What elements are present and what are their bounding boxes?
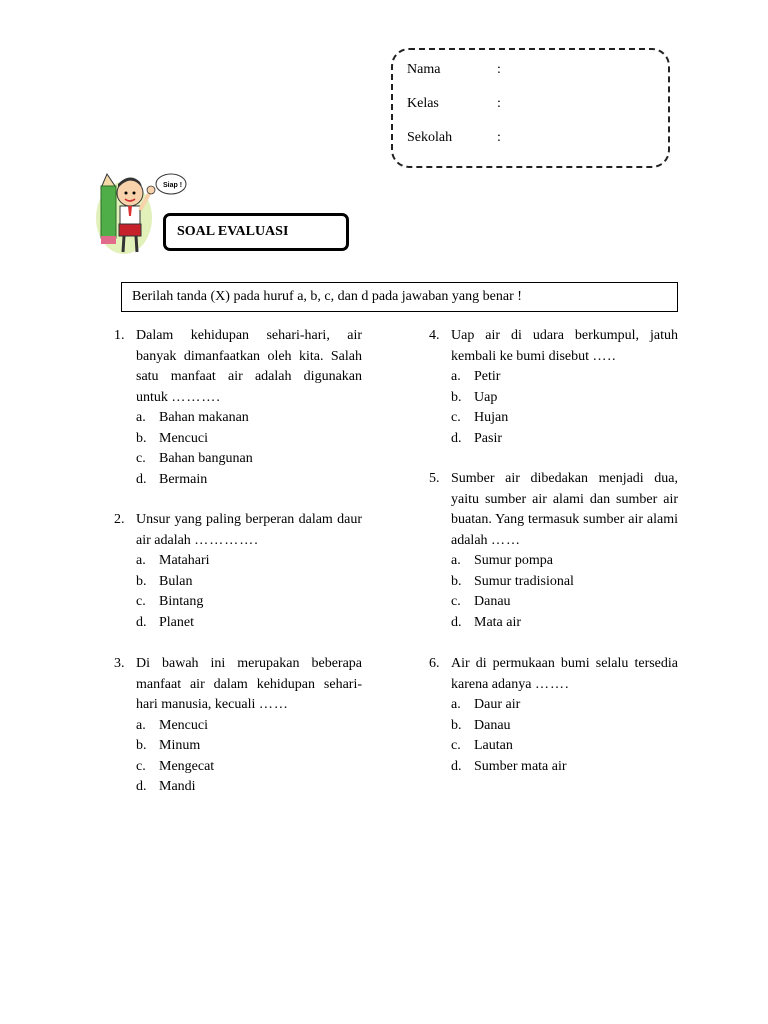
option-text: Sumber mata air <box>474 758 567 774</box>
option-text: Uap <box>474 389 498 405</box>
option-a[interactable] <box>136 716 362 737</box>
question-text: Sumber air dibedakan menjadi dua, yaitu sumber air alami dan sumber air buatan. Yang termasuk sumber air alami adalah <box>451 471 678 548</box>
answer-blank: …………. <box>194 532 259 548</box>
option-text: Bahan makanan <box>159 410 249 425</box>
answer-blank: …… <box>491 532 522 548</box>
option-c[interactable] <box>136 449 362 470</box>
instruction-box: Berilah tanda (X) pada huruf a, b, c, dan d pada jawaban yang benar ! <box>121 282 678 312</box>
option-letter: c. <box>136 451 146 466</box>
option-a[interactable] <box>451 695 678 716</box>
option-b[interactable] <box>451 716 678 737</box>
question-text: Uap air di udara berkumpul, jatuh kembali ke bumi disebut <box>451 328 678 364</box>
option-text: Mata air <box>474 614 522 630</box>
question-text: Air di permukaan bumi selalu tersedia karena adanya <box>451 656 678 692</box>
option-d[interactable] <box>451 757 678 778</box>
option-b[interactable] <box>451 572 678 593</box>
name-label: Nama <box>407 62 441 77</box>
question-number: 4. <box>429 328 440 343</box>
option-a[interactable] <box>451 551 678 572</box>
option-text: Danau <box>474 717 511 733</box>
option-text: Bahan bangunan <box>159 451 253 466</box>
answer-blank: ………. <box>171 389 221 405</box>
option-text: Bermain <box>159 471 208 487</box>
question-1 <box>114 326 362 490</box>
question-number: 2. <box>114 512 125 527</box>
question-stem <box>451 654 678 695</box>
question-5 <box>429 469 678 633</box>
question-number: 1. <box>114 328 125 343</box>
option-letter: a. <box>451 697 461 712</box>
question-3 <box>114 654 362 798</box>
option-text: Daur air <box>474 697 521 712</box>
question-number: 3. <box>114 656 125 671</box>
option-text: Hujan <box>474 410 509 425</box>
question-6 <box>429 654 678 777</box>
option-text: Mencuci <box>159 717 208 733</box>
option-letter: c. <box>451 410 461 425</box>
mascot-speech-text: Siap ! <box>163 182 183 189</box>
option-c[interactable] <box>451 736 678 757</box>
question-stem <box>451 326 678 367</box>
option-letter: b. <box>451 717 462 733</box>
option-letter: a. <box>136 717 146 733</box>
question-4 <box>429 326 678 449</box>
option-text: Danau <box>474 594 511 609</box>
option-text: Sumur tradisional <box>474 573 574 589</box>
answer-blank: …… <box>258 697 289 712</box>
option-letter: c. <box>451 738 461 753</box>
option-letter: d. <box>451 614 462 630</box>
option-text: Mandi <box>159 779 196 794</box>
option-letter: b. <box>136 573 147 589</box>
question-stem <box>136 654 362 716</box>
question-text: Dalam kehidupan sehari-hari, air banyak dimanfaatkan oleh kita. Salah satu manfaat air adalah digunakan untuk <box>136 328 362 405</box>
option-letter: d. <box>136 471 147 487</box>
option-letter: c. <box>136 758 146 774</box>
option-b[interactable] <box>136 429 362 450</box>
option-letter: a. <box>136 553 146 568</box>
question-number: 5. <box>429 471 440 486</box>
question-stem <box>136 510 362 551</box>
option-a[interactable] <box>451 367 678 388</box>
option-letter: d. <box>136 614 147 630</box>
option-letter: b. <box>136 738 147 753</box>
question-text: Di bawah ini merupakan beberapa manfaat air dalam kehidupan sehari-hari manusia, kecuali <box>136 656 362 712</box>
class-label: Kelas <box>407 96 439 111</box>
question-stem <box>136 326 362 408</box>
option-letter: c. <box>451 594 461 609</box>
option-letter: b. <box>451 573 462 589</box>
identity-box <box>391 48 670 168</box>
option-text: Bintang <box>159 594 204 609</box>
option-letter: d. <box>136 779 147 794</box>
option-d[interactable] <box>451 613 678 634</box>
option-a[interactable] <box>136 551 362 572</box>
question-stem <box>451 469 678 551</box>
option-text: Minum <box>159 738 201 753</box>
option-letter: b. <box>451 389 462 405</box>
option-a[interactable] <box>136 408 362 429</box>
option-d[interactable] <box>136 470 362 491</box>
option-text: Petir <box>474 369 501 384</box>
option-text: Lautan <box>474 738 513 753</box>
option-c[interactable] <box>136 592 362 613</box>
option-letter: a. <box>136 410 146 425</box>
option-d[interactable] <box>136 613 362 634</box>
option-text: Bulan <box>159 573 193 589</box>
option-letter: b. <box>136 430 147 446</box>
option-letter: d. <box>451 758 462 774</box>
option-letter: c. <box>136 594 146 609</box>
option-text: Mencuci <box>159 430 208 446</box>
question-number: 6. <box>429 656 440 671</box>
answer-blank: ……. <box>534 676 570 692</box>
option-text: Sumur pompa <box>474 553 553 568</box>
option-letter: a. <box>451 369 461 384</box>
option-b[interactable] <box>136 572 362 593</box>
option-d[interactable] <box>451 429 678 450</box>
option-b[interactable] <box>451 388 678 409</box>
option-c[interactable] <box>451 408 678 429</box>
class-colon: : <box>497 96 501 111</box>
page-title: SOAL EVALUASI <box>163 213 349 251</box>
option-text: Pasir <box>474 430 502 446</box>
question-text: Unsur yang paling berperan dalam daur air adalah <box>136 512 362 548</box>
question-2 <box>114 510 362 633</box>
option-letter: a. <box>451 553 461 568</box>
option-text: Mengecat <box>159 758 215 774</box>
name-colon: : <box>497 62 501 77</box>
option-text: Planet <box>159 614 194 630</box>
answer-blank: ….. <box>592 348 617 364</box>
option-letter: d. <box>451 430 462 446</box>
option-text: Matahari <box>159 553 210 568</box>
option-c[interactable] <box>136 757 362 778</box>
school-colon: : <box>497 130 501 145</box>
option-d[interactable] <box>136 777 362 798</box>
school-label: Sekolah <box>407 130 453 145</box>
option-c[interactable] <box>451 592 678 613</box>
option-b[interactable] <box>136 736 362 757</box>
